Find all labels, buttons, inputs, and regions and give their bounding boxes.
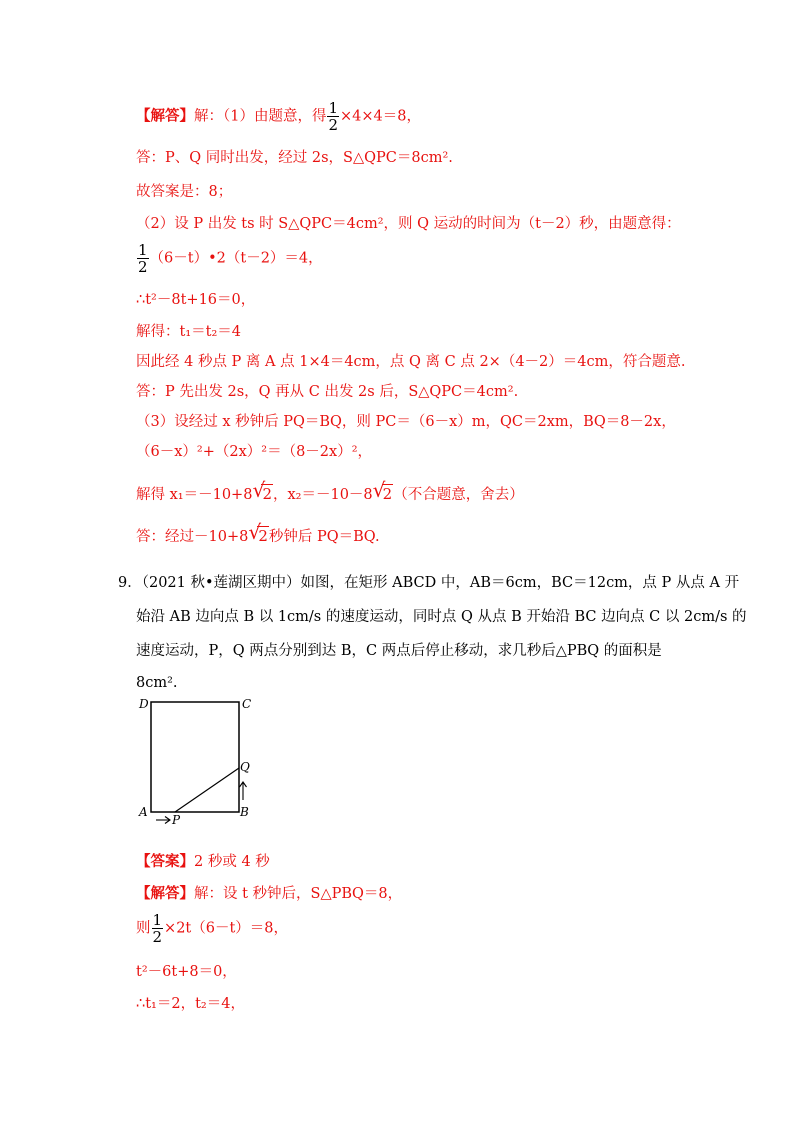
solution-text: ，x₂＝－10－8 <box>272 487 373 503</box>
solution-line-2: 答：P、Q 同时出发，经过 2s，S△QPC＝8cm². <box>136 150 453 166</box>
answer-text: 2 秒或 4 秒 <box>194 854 270 870</box>
sqrt-symbol: √ 2 <box>372 478 393 503</box>
solution-line-1 <box>136 100 421 133</box>
solution-line-5 <box>136 242 323 275</box>
label-d: D <box>139 697 149 711</box>
solution-line-10: （3）设经过 x 秒钟后 PQ＝BQ，则 PC＝（6－x）m，QC＝2xm，BQ＝8－2x， <box>136 414 676 430</box>
solution9-line-1 <box>136 884 402 904</box>
sqrt-symbol: √ 2 <box>248 520 268 545</box>
solution-line-8: 因此经 4 秒点 P 离 A 点 1×4＝4cm，点 Q 离 C 点 2×（4－2）＝4cm，符合题意. <box>136 354 686 370</box>
fraction-half: $\frac{1}{2}$ <box>328 99 339 134</box>
sqrt-symbol: √ 2 <box>252 478 272 503</box>
fraction-half: $\frac{1}{2}$ <box>138 241 148 276</box>
solution-line-13 <box>136 520 380 547</box>
solution9-line-4: ∴t₁＝2，t₂＝4， <box>136 996 245 1012</box>
solution9-line-2 <box>136 912 288 945</box>
label-a: A <box>139 805 148 819</box>
solution-text: （6－t）•2（t－2）＝4， <box>149 250 323 267</box>
solution-text: 解：设 t 秒钟后，S△PBQ＝8， <box>194 886 403 902</box>
solution-line-12 <box>136 478 524 505</box>
solution-tag: 【解答】 <box>136 107 194 125</box>
solution9-line-3: t²－6t+8＝0， <box>136 964 237 980</box>
solution-text: 答：经过－10+8 <box>136 529 249 545</box>
solution-text: ×4×4＝8， <box>340 108 422 125</box>
rectangle-figure <box>130 690 270 830</box>
label-q: Q <box>240 760 250 774</box>
solution-text: ×2t（6－t）＝8， <box>164 920 289 937</box>
label-c: C <box>242 697 252 711</box>
answer-tag: 【答案】 <box>136 853 194 870</box>
solution-text: （不合题意，舍去） <box>393 487 524 503</box>
fraction-half: $\frac{1}{2}$ <box>152 911 163 946</box>
label-p: P <box>172 813 181 827</box>
solution-text: 解得 x₁＝－10+8 <box>136 487 253 503</box>
answer-line <box>136 852 270 872</box>
question-line-3: 速度运动，P，Q 两点分别到达 B，C 两点后停止移动，求几秒后△PBQ 的面积是 <box>136 643 662 659</box>
solution-text: 解：（1）由题意，得 <box>194 108 327 125</box>
label-b: B <box>240 805 249 819</box>
solution-line-7: 解得：t₁＝t₂＝4 <box>136 324 242 340</box>
solution-line-11: （6－x）²+（2x）²＝（8－2x）²， <box>136 444 373 460</box>
solution-line-9: 答：P 先出发 2s，Q 再从 C 出发 2s 后，S△QPC＝4cm². <box>136 384 519 400</box>
question-line-4: 8cm². <box>136 675 178 691</box>
solution-line-3: 故答案是：8； <box>136 184 233 200</box>
solution-line-6: ∴t²－8t+16＝0， <box>136 292 256 308</box>
question-line-1: 9．（2021 秋•莲湖区期中）如图，在矩形 ABCD 中，AB＝6cm，BC＝12cm，点 P 从点 A 开 <box>118 575 740 591</box>
solution-text: 则 <box>136 920 151 937</box>
solution-text: 秒钟后 PQ＝BQ. <box>268 529 380 545</box>
solution-line-4: （2）设 P 出发 ts 时 S△QPC＝4cm²，则 Q 运动的时间为（t－2）秒，由题意得： <box>136 216 681 232</box>
solution-tag: 【解答】 <box>136 885 194 902</box>
question-line-2: 始沿 AB 边向点 B 以 1cm/s 的速度运动，同时点 Q 从点 B 开始沿 BC 边向点 C 以 2cm/s 的 <box>136 609 747 625</box>
segment-pq <box>175 768 239 812</box>
rectangle-abcd <box>151 702 239 812</box>
